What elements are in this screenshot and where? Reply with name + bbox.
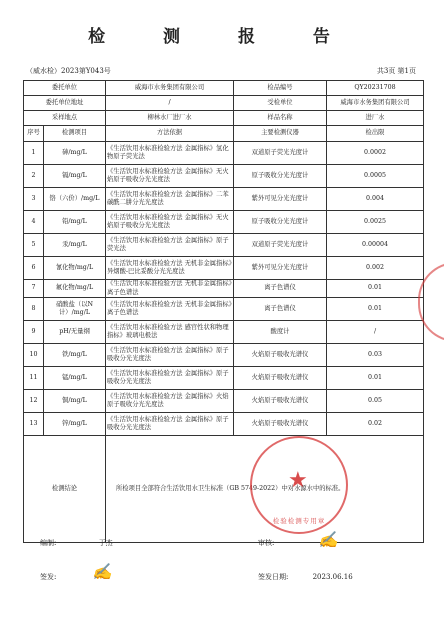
row-index: 10 <box>24 344 44 367</box>
issue-date-label: 签发日期: <box>258 573 289 581</box>
detection-limit: 0.0005 <box>327 165 424 188</box>
table-row <box>24 165 424 188</box>
row-index: 7 <box>24 280 44 298</box>
conclusion-text: 所检项目全部符合生活饮用水卫生标准（GB 5749-2022）中对水源水中的标准。 <box>106 436 424 543</box>
row-index: 13 <box>24 413 44 436</box>
instrument: 离子色谱仪 <box>234 298 327 321</box>
instrument: 火焰原子吸收光谱仪 <box>234 390 327 413</box>
table-row <box>24 367 424 390</box>
table-row <box>24 344 424 367</box>
info-label: 采样地点 <box>24 111 106 126</box>
detection-limit: 0.00004 <box>327 234 424 257</box>
detection-limit: 0.004 <box>327 188 424 211</box>
instrument: 火焰原子吸收光谱仪 <box>234 344 327 367</box>
row-index: 3 <box>24 188 44 211</box>
conclusion-label: 检测结论 <box>24 436 106 543</box>
test-item: 铅/mg/L <box>44 211 106 234</box>
issuer-signature: ✍ <box>92 562 112 581</box>
test-item: 锌/mg/L <box>44 413 106 436</box>
method-basis: 《生活饮用水标准检验方法 感官性状和物理指标》玻璃电极法 <box>106 321 234 344</box>
row-index: 8 <box>24 298 44 321</box>
detection-limit: / <box>327 321 424 344</box>
method-basis: 《生活饮用水标准检验方法 无机非金属指标》离子色谱法 <box>107 280 232 296</box>
test-item: 汞/mg/L <box>44 234 106 257</box>
table-row <box>24 321 424 344</box>
compiler-label: 编制: <box>40 539 57 547</box>
test-item: 镉/mg/L <box>44 165 106 188</box>
instrument: 紫外可见分光光度计 <box>234 257 327 280</box>
compiler-name: 于杰 <box>98 539 113 547</box>
row-index: 2 <box>24 165 44 188</box>
report-title: 检 测 报 告 <box>88 27 356 47</box>
column-header: 方法依据 <box>106 126 234 142</box>
table-row <box>24 390 424 413</box>
method-basis: 《生活饮用水标准检验方法 金属指标》无火焰原子吸收分光光度法 <box>106 165 234 188</box>
column-header: 主要检测仪器 <box>234 126 327 142</box>
test-item: 铬（六价）/mg/L <box>44 188 106 211</box>
info-label: 检品编号 <box>234 81 327 96</box>
test-item: 氰化物/mg/L <box>44 257 106 280</box>
detection-limit: 0.03 <box>327 344 424 367</box>
method-basis: 《生活饮用水标准检验方法 金属指标》无火焰原子吸收分光光度法 <box>106 211 234 234</box>
issuer-label: 签发: <box>40 573 57 581</box>
column-header-row <box>24 126 424 142</box>
method-basis: 《生活饮用水标准检验方法 无机非金属指标》异烟酸-巴比妥酸分光光度法 <box>106 257 234 280</box>
info-value: / <box>106 96 234 111</box>
info-value: 威海市水务集团有限公司 <box>327 96 424 111</box>
info-value: 柳林水厂进厂水 <box>106 111 234 126</box>
table-row <box>24 211 424 234</box>
seal-text: 检验检测专用章 <box>272 517 326 525</box>
info-row <box>24 81 424 96</box>
instrument: 双道原子荧光光度计 <box>234 142 327 165</box>
instrument: 原子吸收分光光度计 <box>234 165 327 188</box>
info-value: 威海市水务集团有限公司 <box>106 81 234 96</box>
auditor-label: 审核: <box>258 539 275 547</box>
auditor-signature: ✍ <box>318 530 338 549</box>
test-item: 锰/mg/L <box>44 367 106 390</box>
page-indicator: 共3页 第1页 <box>376 67 416 75</box>
detection-limit: 0.01 <box>327 280 424 298</box>
test-item: 氟化物/mg/L <box>44 280 106 298</box>
report-number: （威水检）2023第Y043号 <box>26 67 111 75</box>
table-row <box>24 257 424 280</box>
table-row <box>24 234 424 257</box>
test-item: pH/无量纲 <box>44 321 106 344</box>
test-item: 铜/mg/L <box>44 390 106 413</box>
instrument: 离子色谱仪 <box>234 280 327 298</box>
info-label: 受检单位 <box>234 96 327 111</box>
star-icon: ★ <box>288 468 308 493</box>
method-basis: 《生活饮用水标准检验方法 金属指标》原子吸收分光光度法 <box>106 344 234 367</box>
detection-limit: 0.02 <box>327 413 424 436</box>
method-basis: 《生活饮用水标准检验方法 无机非金属指标》离子色谱法 <box>106 298 234 321</box>
compiler-line <box>40 538 113 548</box>
test-item: 铁/mg/L <box>44 344 106 367</box>
info-row <box>24 96 424 111</box>
instrument: 酸度计 <box>234 321 327 344</box>
info-label: 样品名称 <box>234 111 327 126</box>
info-value: 进厂水 <box>327 111 424 126</box>
info-label: 委托单位 <box>24 81 106 96</box>
row-index: 12 <box>24 390 44 413</box>
test-item: 砷/mg/L <box>44 142 106 165</box>
row-index: 5 <box>24 234 44 257</box>
detection-limit: 0.0002 <box>327 142 424 165</box>
instrument: 火焰原子吸收光谱仪 <box>234 367 327 390</box>
row-index: 4 <box>24 211 44 234</box>
official-seal <box>250 436 348 534</box>
info-value: QY20231708 <box>327 81 424 96</box>
instrument: 双道原子荧光光度计 <box>234 234 327 257</box>
table-row <box>24 413 424 436</box>
info-row <box>24 111 424 126</box>
instrument: 紫外可见分光光度计 <box>234 188 327 211</box>
method-basis: 《生活饮用水标准检验方法 金属指标》原子吸收分光光度法 <box>106 413 234 436</box>
method-basis: 《生活饮用水标准检验方法 金属指标》二苯碳酰二肼分光光度法 <box>106 188 234 211</box>
method-basis: 《生活饮用水标准检验方法 金属指标》原子吸收分光光度法 <box>106 367 234 390</box>
table-row <box>24 280 424 298</box>
detection-limit: 0.05 <box>327 390 424 413</box>
detection-limit: 0.01 <box>327 367 424 390</box>
method-basis: 《生活饮用水标准检验方法 金属指标》火焰原子吸收分光光度法 <box>106 390 234 413</box>
column-header: 检出限 <box>327 126 424 142</box>
column-header: 检测项目 <box>44 126 106 142</box>
detection-limit: 0.002 <box>327 257 424 280</box>
row-index: 11 <box>24 367 44 390</box>
method-basis: 《生活饮用水标准检验方法 金属指标》氢化物原子荧光法 <box>106 142 234 165</box>
conclusion-row <box>24 436 424 543</box>
issue-date-line <box>258 572 353 582</box>
method-basis: 《生活饮用水标准检验方法 金属指标》原子荧光法 <box>106 234 234 257</box>
row-index: 1 <box>24 142 44 165</box>
detection-limit: 0.0025 <box>327 211 424 234</box>
report-table <box>23 80 424 543</box>
issue-date: 2023.06.16 <box>312 573 353 581</box>
table-row <box>24 188 424 211</box>
column-header: 序号 <box>24 126 44 142</box>
table-row <box>24 298 424 321</box>
row-index: 6 <box>24 257 44 280</box>
instrument: 火焰原子吸收光谱仪 <box>234 413 327 436</box>
table-row <box>24 142 424 165</box>
info-label: 委托单位地址 <box>24 96 106 111</box>
test-item: 硝酸盐（以N计）/mg/L <box>44 298 106 321</box>
instrument: 原子吸收分光光度计 <box>234 211 327 234</box>
row-index: 9 <box>24 321 44 344</box>
detection-limit: 0.01 <box>327 298 424 321</box>
